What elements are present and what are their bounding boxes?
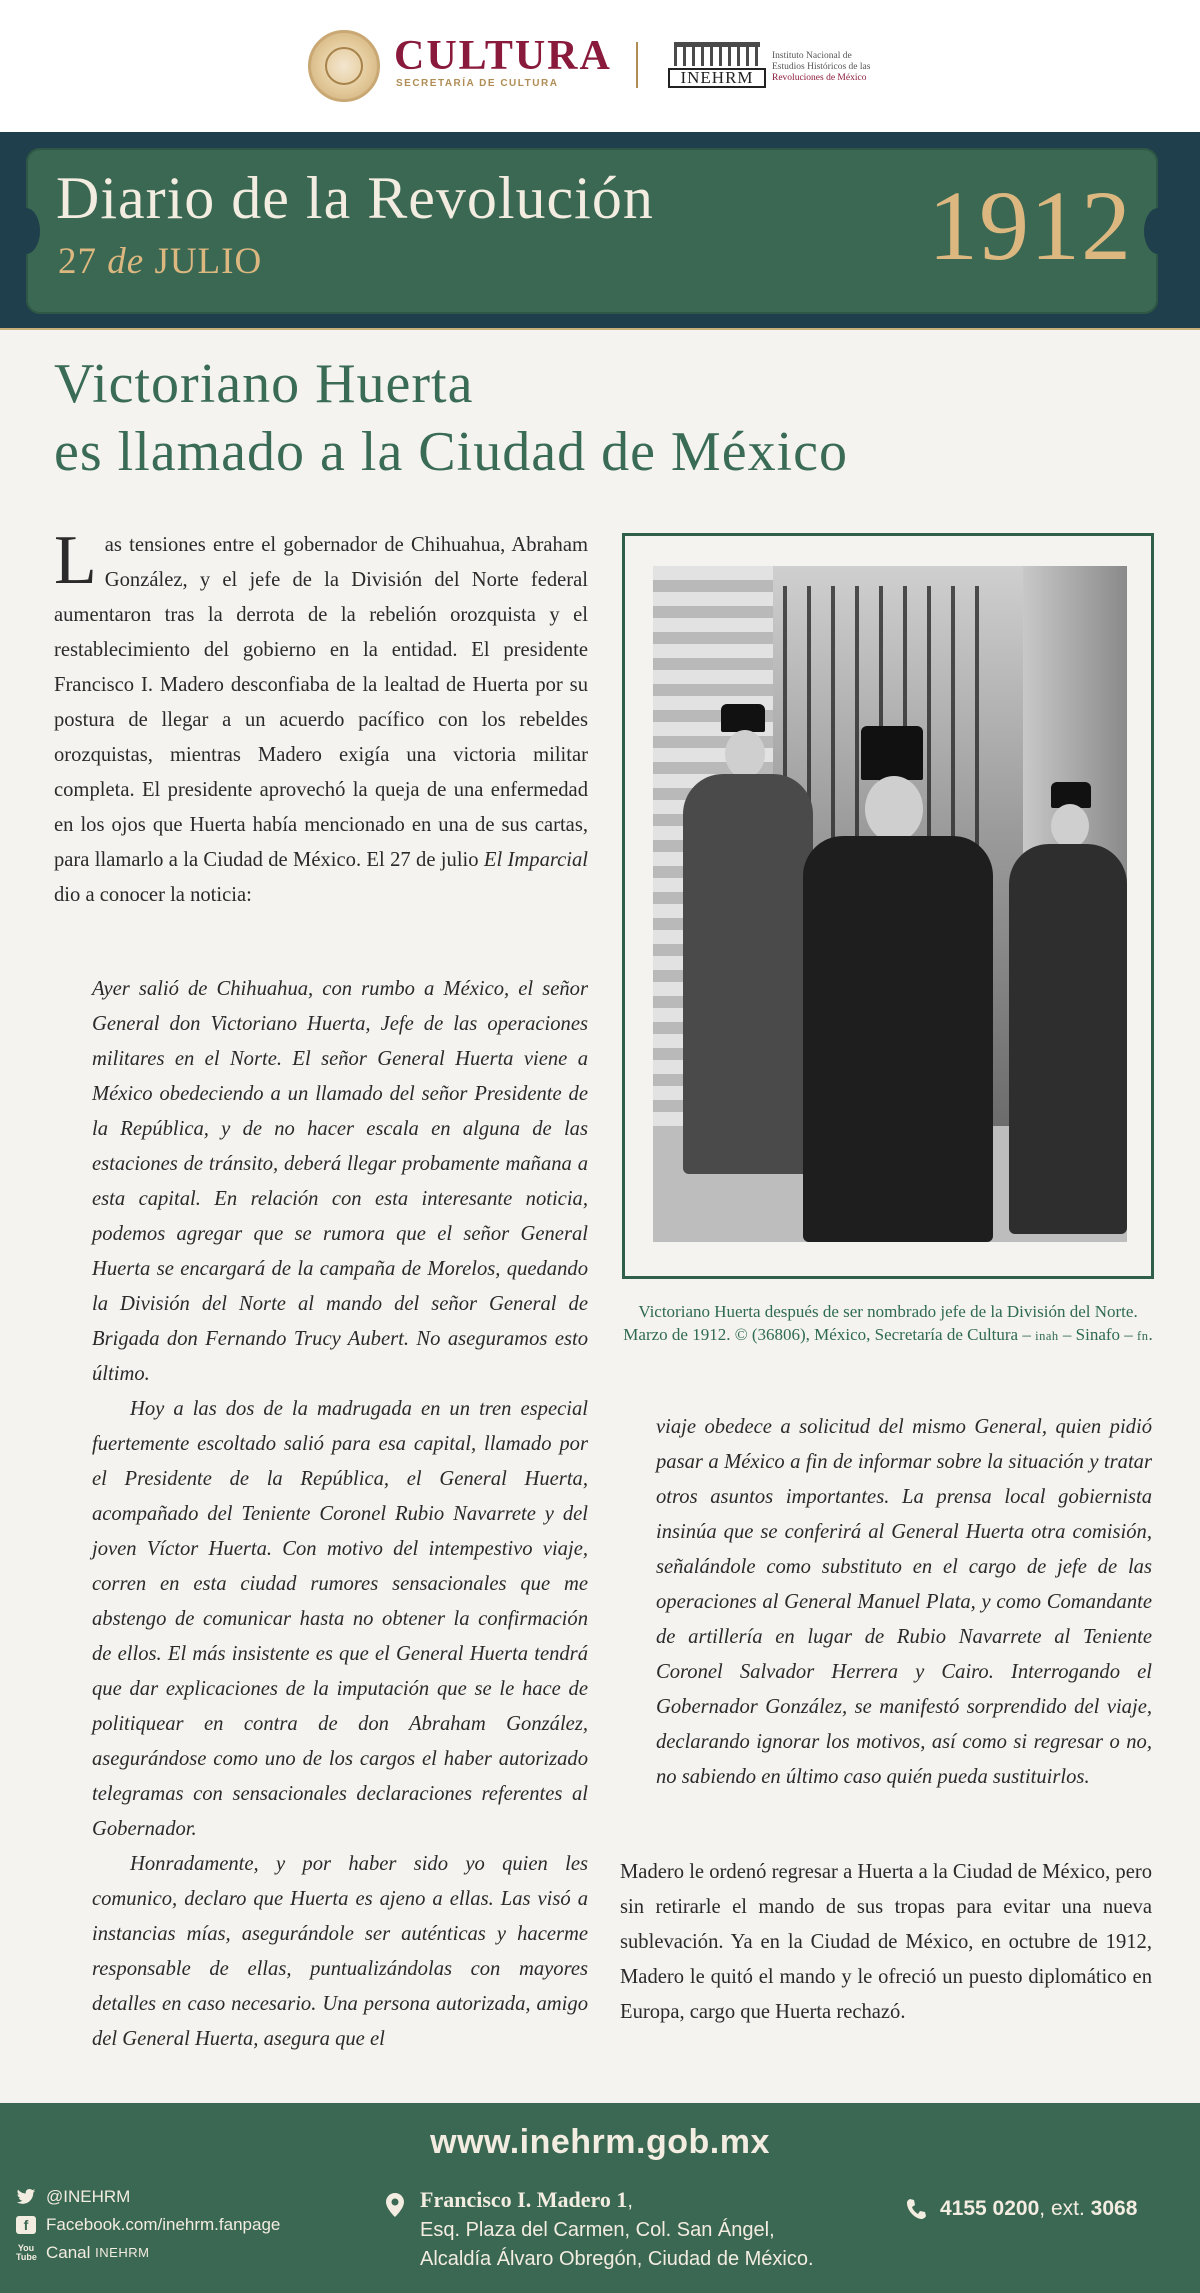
inehrm-logo xyxy=(668,42,766,90)
diary-date xyxy=(58,240,262,283)
location-pin-icon xyxy=(386,2193,404,2217)
article-headline xyxy=(54,350,1154,486)
headline-line: Victoriano Huerta xyxy=(54,353,474,415)
youtube-prefix: Canal xyxy=(46,2243,91,2262)
youtube-link[interactable] xyxy=(16,2239,280,2267)
date-month: JULIO xyxy=(154,241,263,282)
building-icon xyxy=(674,42,760,66)
diary-year: 1912 xyxy=(928,170,1132,281)
logo-divider xyxy=(636,42,638,88)
caption-text: Victoriano Huerta después de ser nombrado jefe de la División del Norte. Marzo de 1912. © (36806), México, Secretaría de Cultura – xyxy=(623,1302,1138,1344)
address-street: Francisco I. Madero 1 xyxy=(420,2187,628,2212)
photo-frame xyxy=(622,533,1154,1279)
drop-cap: L xyxy=(54,522,97,599)
title-plaque xyxy=(26,148,1158,314)
headline-line: es llamado a la Ciudad de México xyxy=(54,421,848,483)
caption-text: – Sinafo – xyxy=(1058,1325,1138,1344)
logo-bar xyxy=(0,0,1200,132)
twitter-link[interactable] xyxy=(16,2183,280,2211)
phone-ext-label: , ext. xyxy=(1039,2197,1085,2220)
phone-number: 4155 0200 xyxy=(940,2197,1040,2220)
caption-fn: fn xyxy=(1137,1329,1149,1343)
footer xyxy=(0,2103,1200,2293)
cultura-subtitle: SECRETARÍA DE CULTURA xyxy=(396,78,559,89)
inehrm-name-line: Revoluciones de México xyxy=(772,73,867,83)
phone-icon xyxy=(906,2198,926,2220)
newspaper-quote-continued xyxy=(656,1410,1152,1795)
inehrm-name-line: Estudios Históricos de las xyxy=(772,62,871,72)
quote-paragraph: Hoy a las dos de la madrugada en un tren especial fuertemente escoltado salió para esa capital, llamado por el Presidente de la República, el General Huerta, acompañado del Teniente Coronel Rubio Navarrete y del joven Víctor Huerta. Con motivo del intempestivo viaje, corren en esta ciudad rumores sensacionales que me abstengo de comunicar hasta no obtener la confirmación de ellos. El más insistente es que el General Huerta tendrá que dar explicaciones de la imputación que se le hace de politiquear en contra de don Abraham González, asegurándose como uno de los cargos el haber autorizado telegramas con sensacionales declaraciones referentes al Gobernador. xyxy=(92,1398,588,1840)
intro-text-end: dio a conocer la noticia: xyxy=(54,884,252,906)
newspaper-quote xyxy=(92,972,588,2057)
facebook-icon: f xyxy=(16,2216,36,2234)
quote-paragraph: Honradamente, y por haber sido yo quien les comunico, declaro que Huerta es ajeno a ellas. Las visó a instancias mías, asegurándole ser auténticas y hacerme responsable de ellas, puntualizándolas con mayores detalles en caso necesario. Una persona autorizada, amigo del General Huerta, asegura que el xyxy=(92,1853,588,2050)
address-text: Francisco I. Madero 1, Esq. Plaza del Carmen, Col. San Ángel, Alcaldía Álvaro Obregón, Ciudad de México. xyxy=(420,2185,814,2274)
photo-caption xyxy=(622,1300,1154,1348)
newspaper-name: El Imparcial xyxy=(483,849,589,871)
banner-rule xyxy=(0,328,1200,330)
quote-paragraph: viaje obedece a solicitud del mismo General, quien pidió pasar a México a fin de informar sobre la situación y tratar otros asuntos importantes. La prensa local gobiernista insinúa que se conferirá al General Huerta otra comisión, señalándole como substituto en el cargo de jefe de las operaciones al General Manuel Plata, y como Comandante de artillería en lugar de Rubio Navarrete al Teniente Coronel Salvador Herrera y Cairo. Interrogando el Gobernador González, se manifestó sorprendido del viaje, declarando ignorar los motivos, así como si regresar o no, no sabiendo en último caso quién pueda sustituirlos. xyxy=(656,1416,1152,1788)
historical-photo xyxy=(653,566,1127,1242)
inehrm-full-name xyxy=(772,51,870,84)
twitter-icon xyxy=(16,2188,36,2206)
address-line: Esq. Plaza del Carmen, Col. San Ángel, xyxy=(420,2219,775,2241)
social-links xyxy=(16,2183,280,2267)
facebook-link[interactable] xyxy=(16,2211,280,2239)
intro-paragraph xyxy=(54,522,589,913)
mexico-seal-icon xyxy=(308,30,380,102)
phone-extension: 3068 xyxy=(1090,2197,1138,2220)
date-de: de xyxy=(107,241,145,282)
address-line: Alcaldía Álvaro Obregón, Ciudad de México. xyxy=(420,2248,814,2270)
header-banner xyxy=(0,132,1200,330)
website-link[interactable]: www.inehrm.gob.mx xyxy=(430,2123,770,2161)
inehrm-logo-text: INEHRM xyxy=(668,68,766,88)
phone-contact[interactable] xyxy=(906,2197,1137,2221)
intro-text: as tensiones entre el gobernador de Chihuahua, Abraham González, y el jefe de la División del Norte federal aumentaron tras la derrota de la rebelión orozquista y el restablecimiento del gobierno en la entidad. El presidente Francisco I. Madero desconfiaba de la lealtad de Huerta por su postura de llegar a un acuerdo pacífico con los rebeldes orozquistas, mientras Madero exigía una victoria militar completa. El presidente aprovechó la queja de una enfermedad en los ojos que Huerta había mencionado en una de sus cartas, para llamarlo a la Ciudad de México. El 27 de julio xyxy=(54,534,588,871)
caption-inah: inah xyxy=(1035,1329,1059,1343)
youtube-channel: INEHRM xyxy=(95,2245,150,2260)
quote-paragraph: Ayer salió de Chihuahua, con rumbo a México, el señor General don Victoriano Huerta, Jefe de las operaciones militares en el Norte. El señor General Huerta viene a México obedeciendo a un llamado del señor Presidente de la República, y de no hacer escala en alguna de las estaciones de tránsito, deberá llegar probamente mañana a esta capital. En relación con esta interesante noticia, podemos agregar que se rumora que el señor General Huerta se encargará de la campaña de Morelos, quedando la División del Norte al mando del señor General de Brigada don Fernando Trucy Aubert. No aseguramos esto último. xyxy=(92,978,588,1385)
date-day: 27 xyxy=(58,241,97,282)
closing-paragraph: Madero le ordenó regresar a Huerta a la Ciudad de México, pero sin retirarle el mando de sus tropas para evitar una nueva sublevación. Ya en la Ciudad de México, en octubre de 1912, Madero le quitó el mando y le ofreció un puesto diplomático en Europa, cargo que Huerta rechazó. xyxy=(620,1861,1152,2023)
facebook-url: Facebook.com/inehrm.fanpage xyxy=(46,2215,281,2234)
caption-text: . xyxy=(1148,1325,1153,1344)
twitter-handle: @INEHRM xyxy=(46,2187,131,2206)
inehrm-name-line: Instituto Nacional de xyxy=(772,51,852,61)
diary-title: Diario de la Revolución xyxy=(56,165,654,231)
cultura-logo: CULTURA xyxy=(394,33,612,79)
youtube-icon: You Tube xyxy=(16,2243,37,2262)
